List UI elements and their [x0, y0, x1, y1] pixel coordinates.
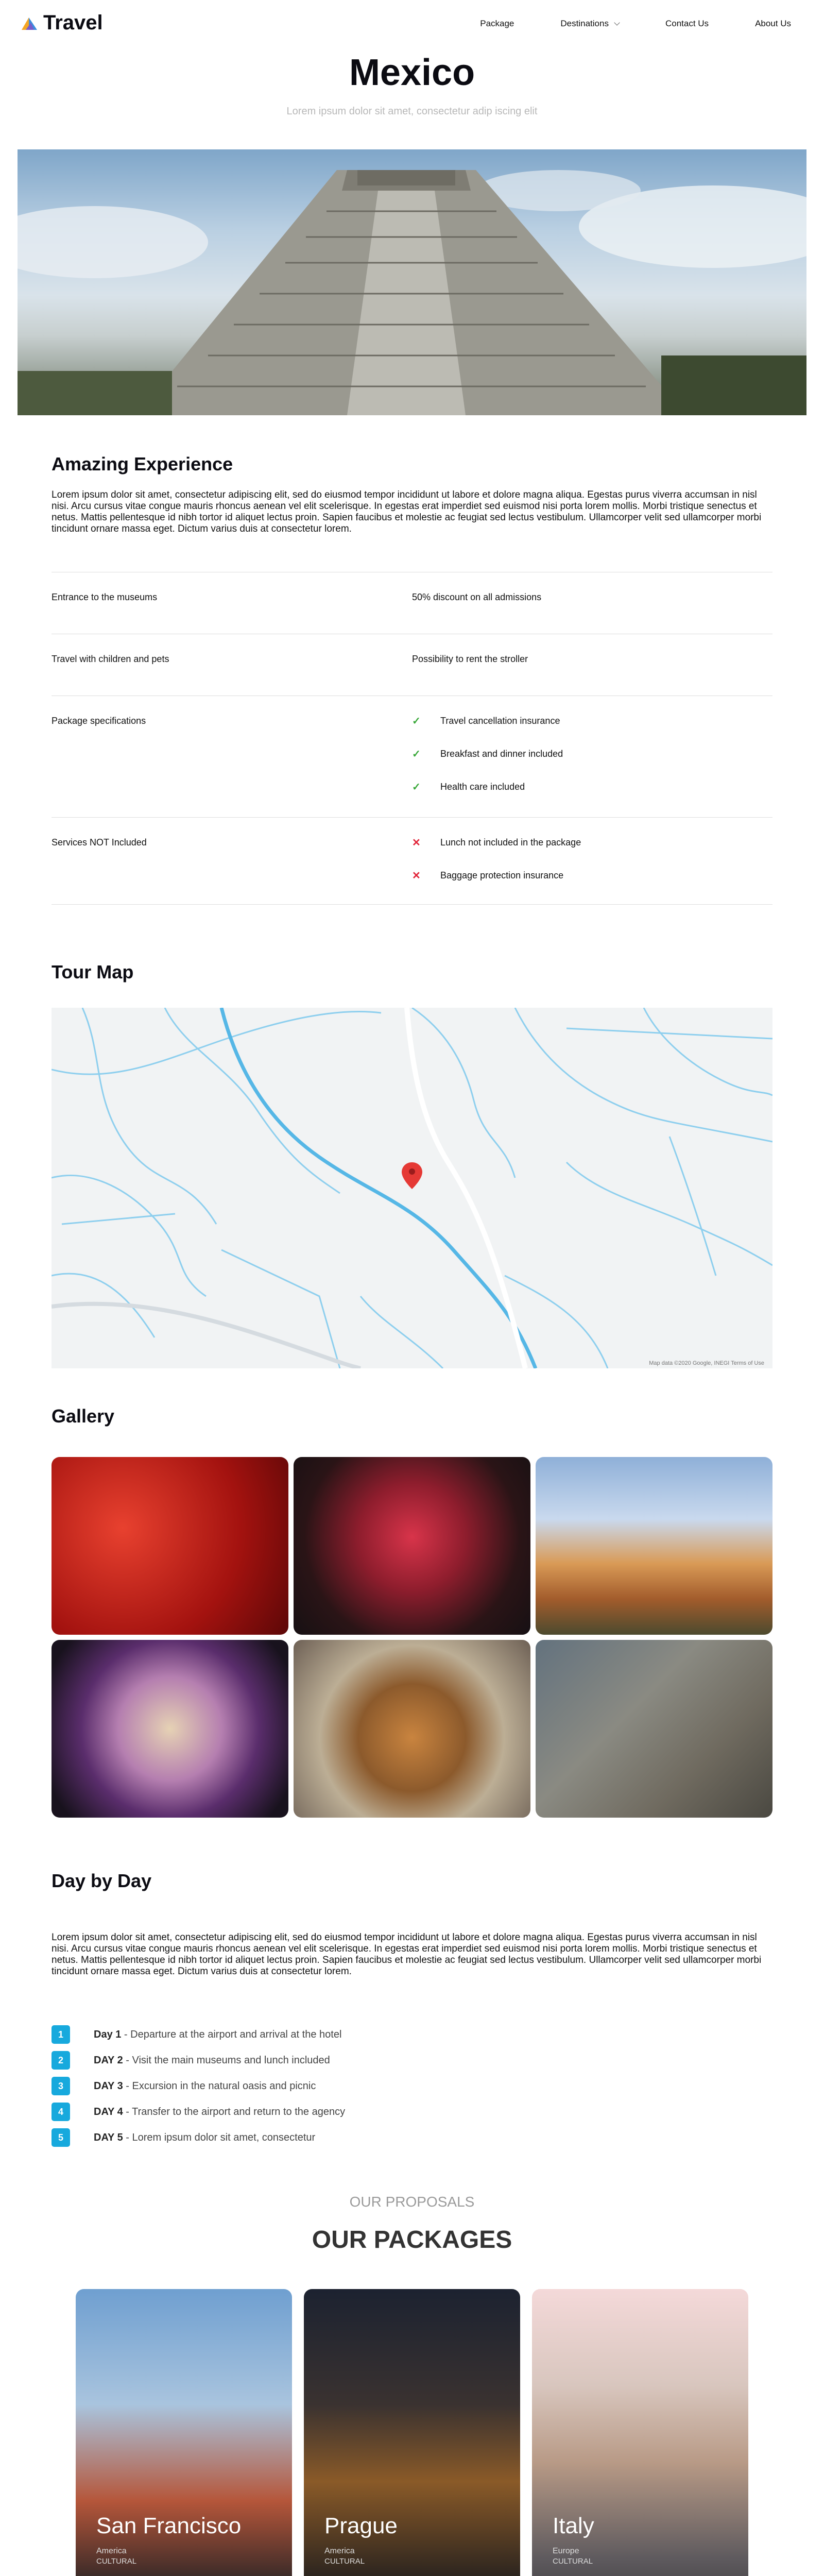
cross-icon: ✕	[412, 837, 421, 849]
package-category: CULTURAL	[553, 2557, 593, 2566]
day-description: - Visit the main museums and lunch included	[123, 2054, 330, 2066]
day-number-badge: 5	[52, 2128, 70, 2147]
day-number-badge: 3	[52, 2077, 70, 2095]
package-category: CULTURAL	[324, 2557, 365, 2566]
day-item	[52, 2103, 345, 2121]
row-label: Travel with children and pets	[52, 654, 169, 664]
package-country: Europe	[553, 2547, 579, 2555]
tour-map[interactable]	[52, 1008, 772, 1368]
day-item	[52, 2025, 341, 2044]
logo-mark-icon	[21, 15, 38, 31]
day-item	[52, 2128, 315, 2147]
gallery-image-church[interactable]	[536, 1457, 772, 1635]
nav-package[interactable]: Package	[480, 19, 514, 28]
nav-destinations-label: Destinations	[560, 19, 609, 28]
experience-row-museums	[52, 572, 772, 634]
map-attribution: Map data ©2020 Google, INEGI Terms of Use	[649, 1360, 764, 1366]
gallery-title: Gallery	[52, 1405, 115, 1427]
row-label: Package specifications	[52, 716, 146, 726]
gallery-image-pyramid[interactable]	[536, 1640, 772, 1818]
day-description: - Departure at the airport and arrival at the hotel	[121, 2028, 342, 2040]
not-included-item: Baggage protection insurance	[440, 870, 564, 880]
day-number-badge: 4	[52, 2103, 70, 2121]
day-text	[94, 2132, 315, 2144]
nav-destinations[interactable]	[560, 19, 619, 29]
package-card-italy[interactable]	[532, 2289, 748, 2576]
package-name: Prague	[324, 2513, 398, 2538]
day-text	[94, 2080, 316, 2092]
nav-about[interactable]: About Us	[755, 19, 791, 28]
experience-row-children	[52, 634, 772, 696]
packages-title: OUR PACKAGES	[312, 2226, 512, 2253]
day-description: - Transfer to the airport and return to the agency	[123, 2106, 346, 2117]
tour-map-title: Tour Map	[52, 961, 134, 982]
experience-text: Lorem ipsum dolor sit amet, consectetur adipiscing elit, sed do eiusmod tempor incididunt ut labore et dolore magna aliqua. Egestas purus viverra accumsan in nisl nisi. Arcu cursus vitae congue mauris rhoncus aenean vel elit scelerisque. In egestas erat imperdiet sed euismod nisi porta lorem mollis. Morbi tristique senectus et netus. Mattis pellentesque id nibh tortor id aliquet lectus proin. Sapien faucibus et molestie ac feugiat sed lectus vestibulum. Ullamcorper velit sed ullamcorper morbi tincidunt ornare massa eget. Dictum varius duis at consectetur lorem.	[52, 489, 762, 534]
day-label: Day 1	[94, 2028, 122, 2040]
day-text	[94, 2106, 345, 2118]
day-by-day-title: Day by Day	[52, 1870, 152, 1891]
map-pin-icon[interactable]	[402, 1162, 422, 1189]
spec-item: Health care included	[440, 782, 525, 792]
day-number-badge: 2	[52, 2051, 70, 2070]
day-label: DAY 3	[94, 2080, 123, 2092]
main-nav	[434, 19, 791, 29]
day-label: DAY 4	[94, 2106, 123, 2117]
package-country: America	[324, 2547, 355, 2555]
site-logo[interactable]	[21, 11, 103, 35]
day-item	[52, 2051, 330, 2070]
package-category: CULTURAL	[96, 2557, 137, 2566]
cross-icon: ✕	[412, 870, 421, 882]
day-label: DAY 5	[94, 2131, 123, 2143]
experience-title: Amazing Experience	[52, 453, 233, 474]
experience-row-not-included	[52, 817, 772, 905]
experience-row-specs	[52, 696, 772, 817]
not-included-item: Lunch not included in the package	[440, 837, 581, 848]
day-text	[94, 2029, 341, 2041]
page-title: Mexico	[349, 52, 475, 93]
gallery-image-skull[interactable]	[294, 1457, 530, 1635]
chevron-down-icon	[614, 20, 620, 25]
packages-eyebrow: OUR PROPOSALS	[349, 2194, 475, 2210]
check-icon: ✓	[412, 716, 421, 727]
package-card-san-francisco[interactable]	[76, 2289, 292, 2576]
row-label: Services NOT Included	[52, 837, 147, 848]
logo-text: Travel	[43, 11, 103, 34]
row-label: Entrance to the museums	[52, 592, 158, 602]
day-label: DAY 2	[94, 2054, 123, 2066]
gallery-image-catrina[interactable]	[52, 1640, 288, 1818]
day-by-day-text: Lorem ipsum dolor sit amet, consectetur adipiscing elit, sed do eiusmod tempor incididunt ut labore et dolore magna aliqua. Egestas purus viverra accumsan in nisl nisi. Arcu cursus vitae congue mauris rhoncus aenean vel elit scelerisque. In egestas erat imperdiet sed euismod nisi porta lorem mollis. Morbi tristique senectus et netus. Mattis pellentesque id nibh tortor id aliquet lectus proin. Sapien faucibus et molestie ac feugiat sed lectus vestibulum. Ullamcorper velit sed ullamcorper morbi tincidunt ornare massa eget. Dictum varius duis at consectetur lorem.	[52, 1932, 762, 1977]
day-item	[52, 2077, 316, 2095]
package-country: America	[96, 2547, 127, 2555]
package-name: Italy	[553, 2513, 594, 2538]
gallery-image-guitarist[interactable]	[294, 1640, 530, 1818]
day-text	[94, 2055, 330, 2066]
day-description: - Excursion in the natural oasis and picnic	[123, 2080, 316, 2092]
page-subtitle: Lorem ipsum dolor sit amet, consectetur adip iscing elit	[286, 106, 538, 117]
spec-item: Breakfast and dinner included	[440, 749, 563, 759]
hero-image	[18, 149, 806, 415]
nav-contact[interactable]: Contact Us	[665, 19, 709, 28]
package-card-prague[interactable]	[304, 2289, 520, 2576]
day-number-badge: 1	[52, 2025, 70, 2044]
check-icon: ✓	[412, 782, 421, 793]
row-value: 50% discount on all admissions	[412, 592, 542, 602]
spec-item: Travel cancellation insurance	[440, 716, 560, 726]
check-icon: ✓	[412, 749, 421, 760]
package-name: San Francisco	[96, 2513, 242, 2538]
gallery-image-peppers[interactable]	[52, 1457, 288, 1635]
row-value: Possibility to rent the stroller	[412, 654, 528, 664]
day-description: - Lorem ipsum dolor sit amet, consectetur	[123, 2131, 316, 2143]
